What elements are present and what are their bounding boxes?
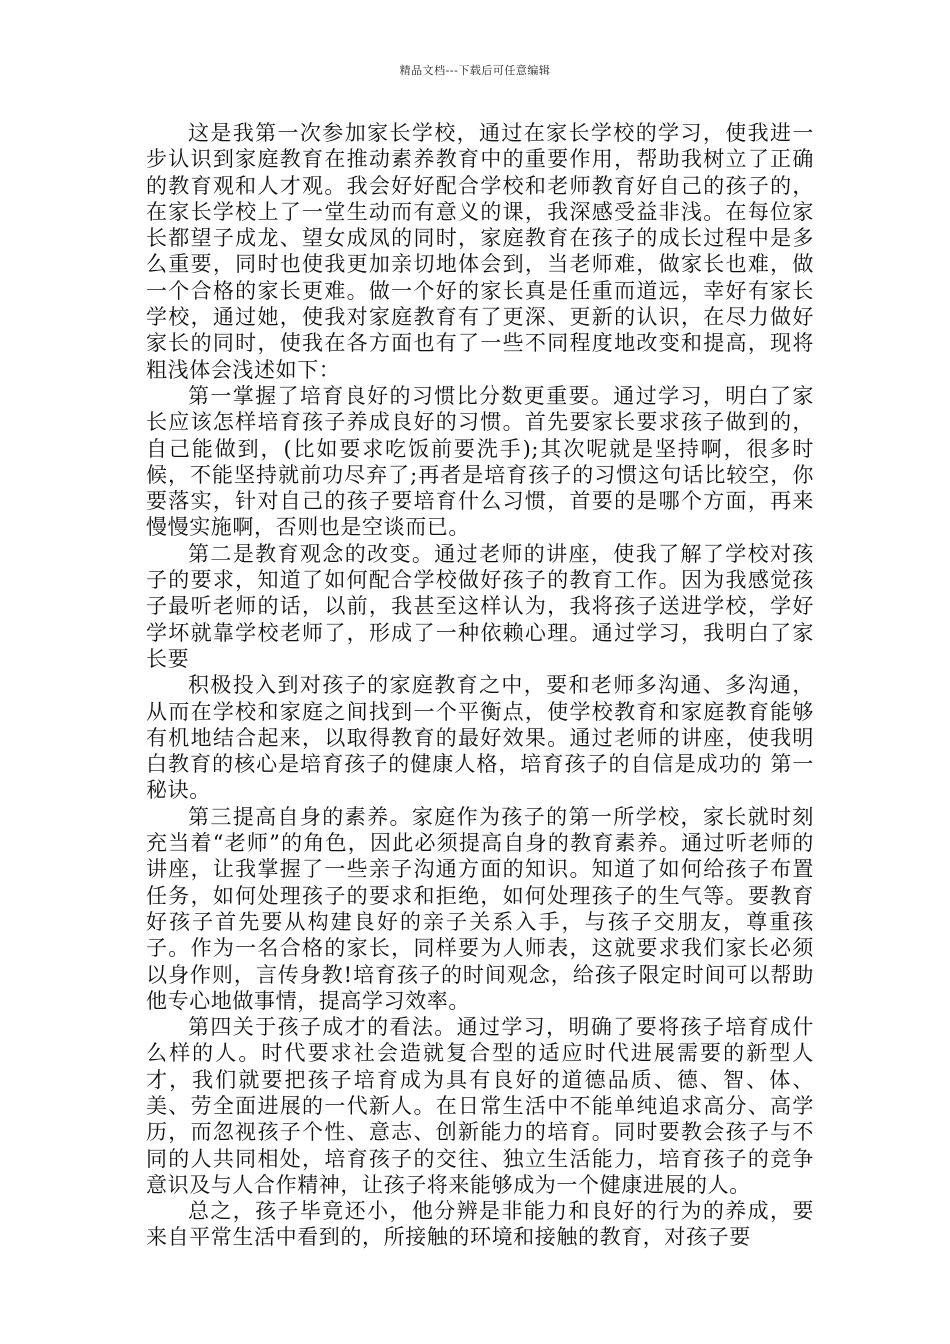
page-header: 精品文档---下载后可任意编辑 — [399, 64, 551, 77]
paragraph-point-four: 第四关于孩子成才的看法。通过学习，明确了要将孩子培育成什么样的人。时代要求社会造就复合型的适应时代进展需要的新型人才，我们就要把孩子培育成为具有良好的道德品质、德、智、体、美、劳全面进展的一代新人。在日常生活中不能单纯追求高分、高学历，而忽视孩子个性、意志、创新能力的培育。同时要教会孩子与不同的人共同相处，培育孩子的交往、独立生活能力，培育孩子的竞争意识及与人合作精神，让孩子将来能够成为一个健康进展的人。 — [146, 1015, 814, 1197]
paragraph-point-three: 第三提高自身的素养。家庭作为孩子的第一所学校，家长就时刻充当着“老师”的角色，因此必须提高自身的教育素养。通过听老师的讲座，让我掌握了一些亲子沟通方面的知识。知道了如何给孩子布置任务，如何处理孩子的要求和拒绝，如何处理孩子的生气等。要教育好孩子首先要从构建良好的亲子关系入手，与孩子交朋友，尊重孩子。作为一名合格的家长，同样要为人师表，这就要求我们家长必须以身作则，言传身教!培育孩子的时间观念，给孩子限定时间可以帮助他专心地做事情，提高学习效率。 — [146, 804, 814, 1013]
paragraph-point-two: 第二是教育观念的改变。通过老师的讲座，使我了解了学校对孩子的要求，知道了如何配合学校做好孩子的教育工作。因为我感觉孩子最听老师的话，以前，我甚至这样认为，我将孩子送进学校，学好学坏就靠学校老师了，形成了一种依赖心理。通过学习，我明白了家长要 — [146, 541, 814, 671]
paragraph-point-one: 第一掌握了培育良好的习惯比分数更重要。通过学习，明白了家长应该怎样培育孩子养成良好的习惯。首先要家长要求孩子做到的，自己能做到，(比如要求吃饭前要洗手);其次呢就是坚持啊，很多时候，不能坚持就前功尽弃了;再者是培育孩子的习惯这句话比较空，你要落实，针对自己的孩子要培育什么习惯，首要的是哪个方面，再来慢慢实施啊，否则也是空谈而已。 — [146, 383, 814, 540]
paragraph-conclusion: 总之，孩子毕竟还小，他分辨是非能力和良好的行为的养成，要来自平常生活中看到的，所接触的环境和接触的教育，对孩子要 — [146, 1199, 814, 1250]
document-body — [146, 120, 814, 1251]
paragraph-intro: 这是我第一次参加家长学校，通过在家长学校的学习，使我进一步认识到家庭教育在推动素养教育中的重要作用，帮助我树立了正确的教育观和人才观。我会好好配合学校和老师教育好自己的孩子的，在家长学校上了一堂生动而有意义的课，我深感受益非浅。在每位家长都望子成龙、望女成凤的同时，家庭教育在孩子的成长过程中是多么重要，同时也使我更加亲切地体会到，当老师难，做家长也难，做一个合格的家长更难。做一个好的家长真是任重而道远，幸好有家长学校，通过她，使我对家庭教育有了更深、更新的认识，在尽力做好家长的同时，使我在各方面也有了一些不同程度地改变和提高，现将粗浅体会浅述如下： — [146, 121, 814, 382]
paragraph-point-two-continued: 积极投入到对孩子的家庭教育之中，要和老师多沟通、多沟通，从而在学校和家庭之间找到一个平衡点，使学校教育和家庭教育能够有机地结合起来，以取得教育的最好效果。通过老师的讲座，使我明白教育的核心是培育孩子的健康人格，培育孩子的自信是成功的 第一秘诀。 — [146, 673, 814, 803]
